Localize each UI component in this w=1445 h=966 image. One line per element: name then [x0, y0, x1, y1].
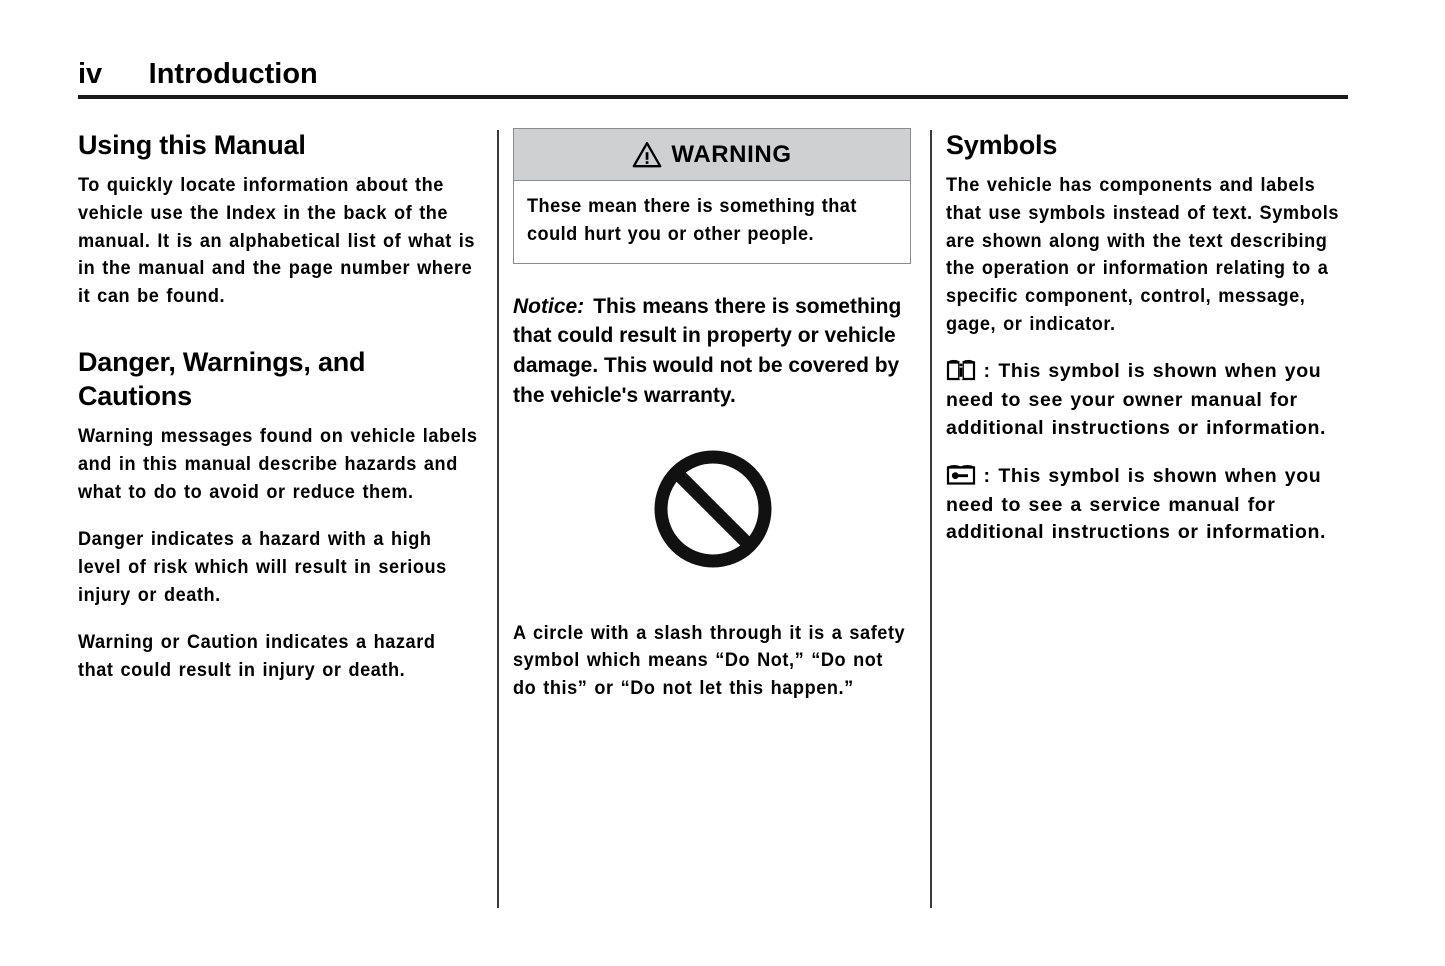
paragraph-symbols-intro: The vehicle has components and labels that use symbols instead of text. Symbols are shown along with the text describing the operation or information relating to a specific component, control, message, gage, or indicator. — [946, 174, 1340, 335]
symbol-text-service-manual: This symbol is shown when you need to see a service manual for additional instructions or information. — [946, 464, 1326, 544]
circle-slash-icon — [647, 443, 779, 575]
symbol-colon: : — [983, 360, 990, 383]
owner-manual-book-info-icon — [946, 358, 976, 387]
heading-symbols: Symbols — [946, 130, 1058, 160]
page-header — [78, 58, 1348, 100]
chapter-title: Introduction — [148, 58, 318, 90]
warning-box-text: These mean there is something that could hurt you or other people. — [527, 195, 857, 246]
symbol-text-owner-manual: This symbol is shown when you need to see your owner manual for additional instructions or information. — [946, 360, 1326, 440]
right-column — [946, 128, 1348, 567]
notice-paragraph — [513, 292, 913, 411]
warning-box-header — [514, 129, 910, 181]
paragraph-using-this-manual: To quickly locate information about the vehicle use the Index in the back of the manual. It is an alphabetical list of what is in the manual and the page number where it can be found. — [78, 174, 476, 308]
paragraph-danger-definition: Danger indicates a hazard with a high level of risk which will result in serious injury or death. — [78, 528, 447, 606]
column-divider-right — [930, 130, 932, 908]
warning-triangle-icon — [632, 141, 662, 168]
symbol-colon: : — [983, 464, 990, 487]
middle-column — [513, 128, 913, 703]
service-manual-book-wrench-icon — [946, 463, 976, 492]
symbol-entry-owner-manual — [946, 358, 1348, 442]
notice-text: This means there is something that could result in property or vehicle damage. This would not be covered by the vehicle's warranty. — [513, 294, 902, 407]
heading-danger-warnings-cautions: Danger, Warnings, and Cautions — [78, 346, 366, 411]
header-rule — [78, 95, 1348, 99]
paragraph-warning-caution-definition: Warning or Caution indicates a hazard that could result in injury or death. — [78, 631, 436, 682]
warning-box-body — [514, 181, 910, 263]
warning-box-title: WARNING — [671, 140, 792, 168]
notice-label: Notice: — [513, 294, 585, 318]
symbol-entry-service-manual — [946, 463, 1348, 547]
paragraph-warning-messages: Warning messages found on vehicle labels and in this manual describe hazards and what to do to avoid or reduce them. — [78, 425, 478, 503]
heading-using-this-manual: Using this Manual — [78, 130, 306, 160]
column-divider-left — [497, 130, 499, 908]
page-number: iv — [78, 58, 103, 90]
prohibition-caption: A circle with a slash through it is a safety symbol which means “Do Not,” “Do not do this” or “Do not let this happen.” — [513, 621, 906, 700]
prohibition-symbol-container — [513, 443, 913, 580]
page-columns — [0, 128, 1445, 918]
warning-box — [513, 128, 911, 264]
left-column — [78, 128, 478, 685]
